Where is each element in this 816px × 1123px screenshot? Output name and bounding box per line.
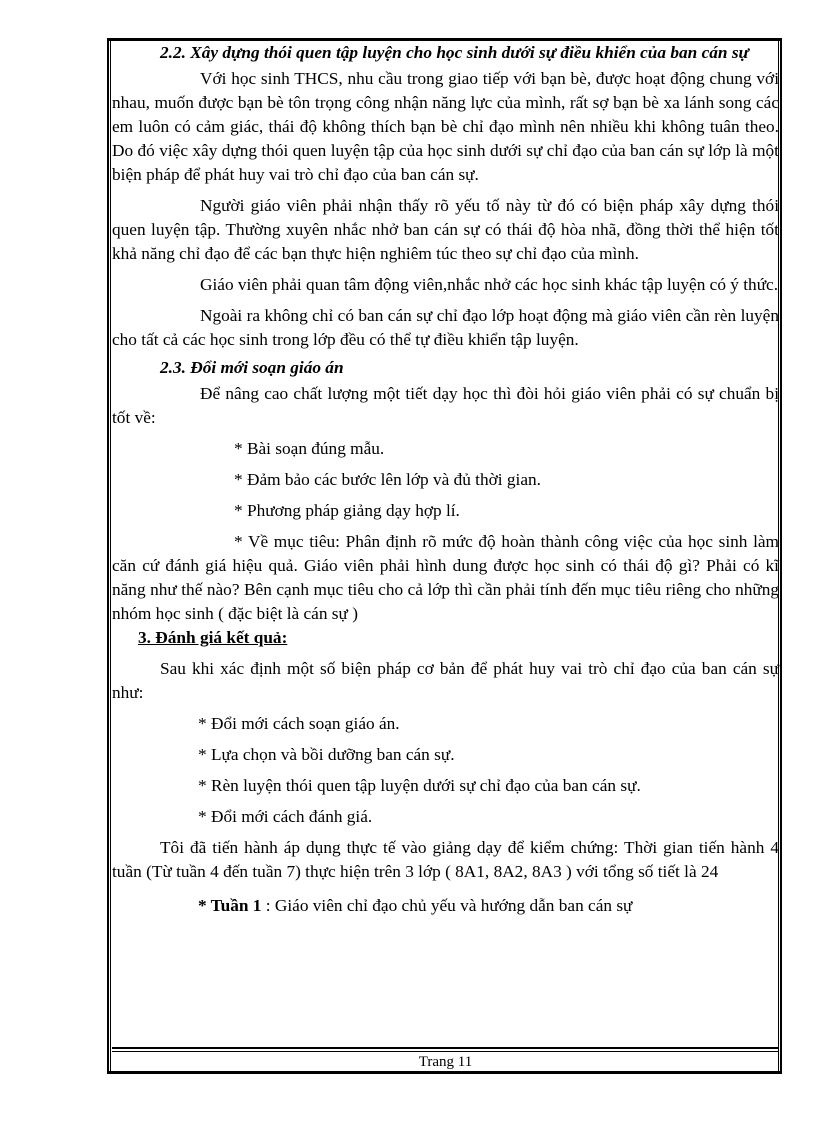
section-2-3-bullet-4: * Về mục tiêu: Phân định rõ mức độ hoàn thành công việc của học sinh làm căn cứ đánh giá hiệu quả. Giáo viên phải hình dung được học sinh có thái độ gì? Phải có kĩ năng như thế nào? Bên cạnh mục tiêu cho cả lớp thì cần phải tính đến mục tiêu riêng cho những nhóm học sinh ( đặc biệt là cán sự ): [112, 532, 779, 623]
section-3-bullet-4: * Đổi mới cách đánh giá.: [198, 807, 373, 826]
section-3-intro: Sau khi xác định một số biện pháp cơ bản để phát huy vai trò chỉ đạo của ban cán sự như:: [112, 659, 779, 702]
section-2-3-bullet-3: * Phương pháp giảng dạy hợp lí.: [234, 501, 460, 520]
section-3-bullet-1: * Đổi mới cách soạn giáo án.: [198, 714, 400, 733]
section-2-3-bullet-1: * Bài soạn đúng mẫu.: [234, 439, 385, 458]
section-3-heading: 3. Đánh giá kết quả:: [138, 628, 288, 647]
section-2-2-paragraph-4: Ngoài ra không chỉ có ban cán sự chỉ đạo lớp hoạt động mà giáo viên cần rèn luyện cho tất cả các học sinh trong lớp đều có thể tự điều khiển tập luyện.: [112, 306, 779, 349]
section-2-3-bullet-2: * Đảm bảo các bước lên lớp và đủ thời gian.: [234, 470, 541, 489]
section-2-2-paragraph-3: Giáo viên phải quan tâm động viên,nhắc nhở các học sinh khác tập luyện có ý thức.: [200, 275, 779, 294]
section-3-experiment: Tôi đã tiến hành áp dụng thực tế vào giảng dạy để kiểm chứng: Thời gian tiến hành 4 tuần (Từ tuần 4 đến tuần 7) thực hiện trên 3 lớp ( 8A1, 8A2, 8A3 ) với tổng số tiết là 24: [112, 838, 779, 881]
document-body: [112, 40, 779, 918]
week-1-label: * Tuần 1: [198, 896, 262, 915]
footer-rule-thick: [112, 1047, 779, 1049]
section-2-3-intro: Để nâng cao chất lượng một tiết dạy học thì đòi hỏi giáo viên phải có sự chuẩn bị tốt về:: [112, 384, 779, 427]
page-number: Trang 11: [418, 1054, 473, 1070]
section-2-2-paragraph-1: Với học sinh THCS, nhu cầu trong giao tiếp với bạn bè, được hoạt động chung với nhau, muốn được bạn bè tôn trọng công nhận năng lực của mình, rất sợ bạn bè xa lánh song các em luôn có cảm giác, thái độ không thích bạn bè chỉ đạo mình nên nhiều khi không tuân theo. Do đó việc xây dựng thói quen luyện tập của học sinh dưới sự chỉ đạo của ban cán sự lớp là một biện pháp để phát huy vai trò chỉ đạo của ban cán sự.: [112, 69, 779, 184]
section-3-bullet-2: * Lựa chọn và bồi dưỡng ban cán sự.: [198, 745, 455, 764]
section-2-3-heading: 2.3. Đổi mới soạn giáo án: [160, 358, 344, 377]
section-2-2-paragraph-2: Người giáo viên phải nhận thấy rõ yếu tố này từ đó có biện pháp xây dựng thói quen luyện tập. Thường xuyên nhắc nhở ban cán sự có thái độ hòa nhã, đồng thời thể hiện tốt khả năng chỉ đạo để các bạn thực hiện nghiêm túc theo sự chỉ đạo của mình.: [112, 196, 779, 263]
section-3-week-1: [112, 894, 779, 918]
week-1-text: : Giáo viên chỉ đạo chủ yếu và hướng dẫn ban cán sự: [265, 896, 633, 915]
section-2-2-heading: 2.2. Xây dựng thói quen tập luyện cho học sinh dưới sự điều khiển của ban cán sự: [160, 43, 749, 62]
section-3-bullet-3: * Rèn luyện thói quen tập luyện dưới sự chỉ đạo của ban cán sự.: [198, 776, 641, 795]
